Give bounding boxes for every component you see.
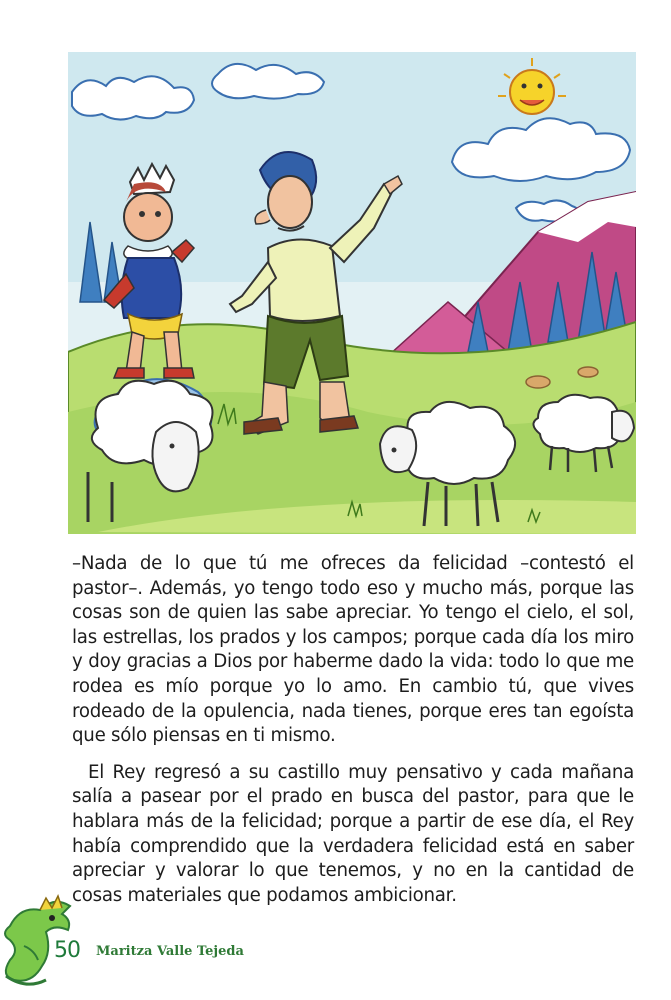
page-footer [0,880,671,1000]
illustration-svg [68,52,636,534]
page-number: 50 [54,938,80,963]
paragraph: El Rey regresó a su castillo muy pensativo y cada mañana salía a pasear por el prado en busca del pastor, para que le hablara más de la felicidad; porque a partir de ese día, el Rey había comprendido que la verdadera felicidad está en saber apreciar y valorar lo que tenemos, y no en la cantidad de cosas materiales que podamos ambicionar. [72,761,634,906]
paragraph: –Nada de lo que tú me ofreces da felicidad –contestó el pastor–. Además, yo tengo todo eso y mucho más, porque las cosas son de quien las sabe apreciar. Yo tengo el cielo, el sol, las estrellas, los prados y los campos; porque cada día los miro y doy gracias a Dios por haberme dado la vida: todo lo que me rodea es mío porque yo lo amo. En cambio tú, que vives rodeado de la opulencia, nada tienes, porque eres tan egoísta que sólo piensas en ti mismo. [72,553,634,747]
story-illustration [68,52,636,534]
story-text [72,552,634,920]
author-name: Maritza Valle Tejeda [96,944,244,959]
